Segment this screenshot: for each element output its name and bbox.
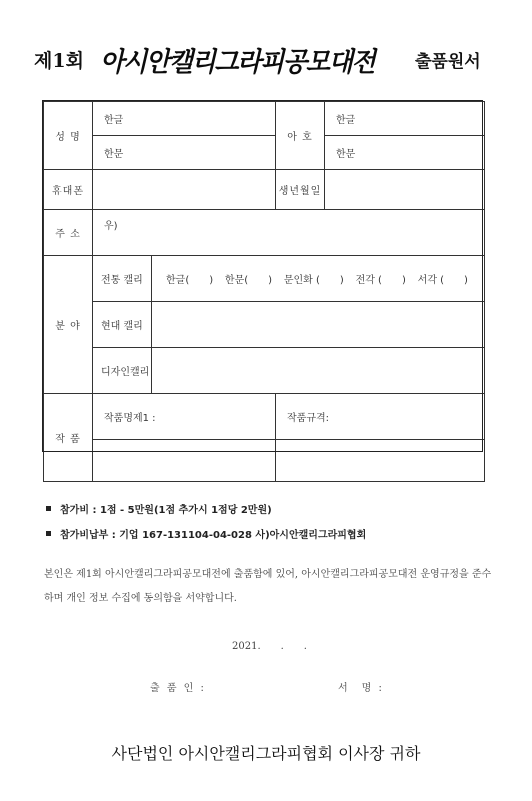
pen-name-hangul-field[interactable]: 한글 <box>325 102 485 136</box>
payment-key: 참가비납부 : <box>60 529 120 541</box>
phone-field[interactable] <box>93 170 276 210</box>
work-size-field[interactable]: 작품규격: <box>276 394 485 440</box>
traditional-options[interactable] <box>152 256 485 302</box>
modern-calli-field[interactable] <box>152 302 485 348</box>
option-hangul[interactable]: 한글( ) <box>166 275 214 286</box>
phone-label: 휴대폰 <box>44 170 93 210</box>
date-line[interactable]: 2021. . . <box>232 641 307 652</box>
application-form-table <box>43 101 485 482</box>
pledge-statement: 본인은 제1회 아시안캘리그라피공모대전에 출품함에 있어, 아시안캘리그라피공모대전 운영규정을 준수하며 개인 정보 수집에 동의함을 서약합니다. <box>44 569 492 604</box>
work-label: 작 품 <box>44 394 93 482</box>
fee-value: 1점 - 5만원(1점 추가시 1점당 2만원) <box>99 504 272 516</box>
birth-field[interactable] <box>325 170 485 210</box>
pen-name-hanja-field[interactable]: 한문 <box>325 136 485 170</box>
option-hanja[interactable]: 한문( ) <box>224 275 273 286</box>
design-calli-field[interactable] <box>152 348 485 394</box>
address-field[interactable]: 우) <box>93 210 485 256</box>
option-literati-painting[interactable]: 문인화 ( ) <box>283 275 344 286</box>
pen-name-label: 아 호 <box>276 102 325 170</box>
form-title <box>0 38 532 88</box>
work-title-field[interactable]: 작품명제1 : <box>93 394 276 440</box>
signature-label[interactable]: 서 명 : <box>338 683 384 694</box>
name-hangul-field[interactable]: 한글 <box>93 102 276 136</box>
birth-label: 생년월일 <box>276 170 325 210</box>
payment-value: 기업 167-131104-04-028 사)아시안캘리그라피협회 <box>119 529 367 541</box>
work-size-extra-field[interactable] <box>276 440 485 482</box>
title-suffix: 출품원서 <box>415 52 481 72</box>
category-label: 분 야 <box>44 256 93 394</box>
name-hanja-field[interactable]: 한문 <box>93 136 276 170</box>
applicant-label[interactable]: 출 품 인 : <box>150 683 206 694</box>
modern-calli-label: 현대 캘리 <box>93 302 152 348</box>
recipient-line: 사단법인 아시안캘리그라피협회 이사장 귀하 <box>111 744 421 763</box>
address-label: 주 소 <box>44 210 93 256</box>
notes <box>46 500 366 550</box>
title-prefix: 제1회 <box>34 50 84 72</box>
square-bullet-icon <box>46 531 51 536</box>
design-calli-label: 디자인캘리 <box>93 348 152 394</box>
option-seal-carving[interactable]: 전각 ( ) <box>355 275 406 286</box>
work-title-extra-field[interactable] <box>93 440 276 482</box>
payment-note <box>46 525 366 541</box>
fee-key: 참가비 : <box>60 504 100 516</box>
name-label: 성 명 <box>44 102 93 170</box>
fee-note <box>46 500 366 516</box>
square-bullet-icon <box>46 506 51 511</box>
traditional-calli-label: 전통 캘리 <box>93 256 152 302</box>
title-brush-lettering: 아시안캘리그라피공모대전 <box>100 47 375 78</box>
option-wood-carving[interactable]: 서각 ( ) <box>417 275 468 286</box>
